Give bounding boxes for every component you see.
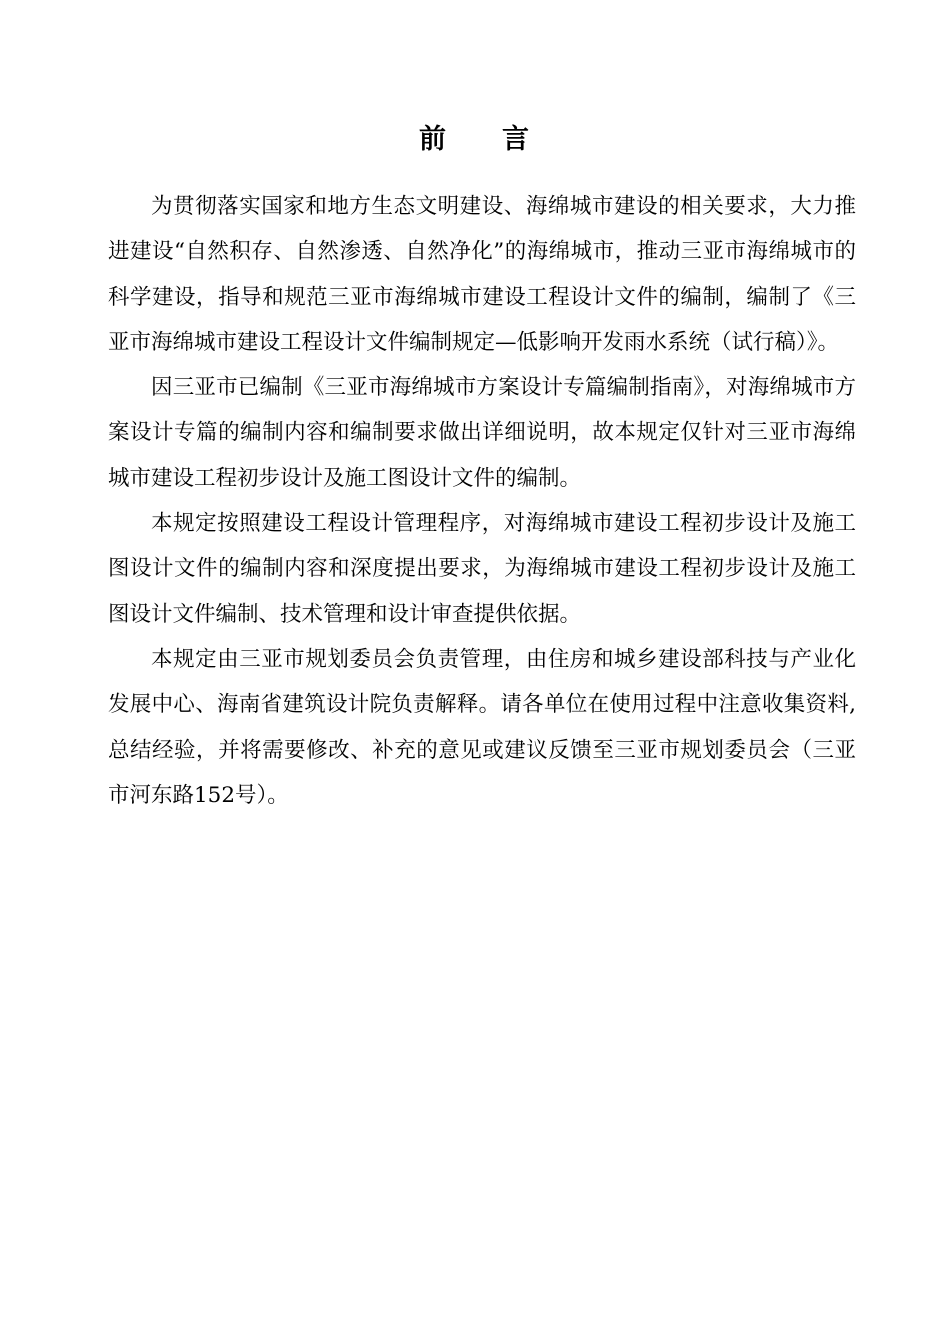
paragraph-purpose: 为贯彻落实国家和地方生态文明建设、海绵城市建设的相关要求，大力推进建设“自然积存、自然渗透、自然净化”的海绵城市，推动三亚市海绵城市的科学建设，指导和规范三亚市海绵城市建设工程设计文件的编制，编制了《三亚市海绵城市建设工程设计文件编制规定—低影响开发雨水系统（试行稿）》。 [108, 194, 856, 355]
title-char-1: 前 [419, 124, 448, 155]
paragraph-management: 本规定由三亚市规划委员会负责管理，由住房和城乡建设部科技与产业化发展中心、海南省建筑设计院负责解释。请各单位在使用过程中注意收集资料,总结经验，并将需要修改、补充的意见或建议反馈至三亚市规划委员会（三亚市河东路152号）。 [108, 646, 856, 808]
page-title [0, 118, 950, 162]
preface-body [108, 184, 856, 818]
paragraph-scope: 因三亚市已编制《三亚市海绵城市方案设计专篇编制指南》，对海绵城市方案设计专篇的编制内容和编制要求做出详细说明，故本规定仅针对三亚市海绵城市建设工程初步设计及施工图设计文件的编制。 [108, 375, 856, 491]
paragraph-requirements: 本规定按照建设工程设计管理程序，对海绵城市建设工程初步设计及施工图设计文件的编制内容和深度提出要求，为海绵城市建设工程初步设计及施工图设计文件编制、技术管理和设计审查提供依据。 [108, 511, 856, 627]
title-char-2: 言 [502, 124, 531, 155]
